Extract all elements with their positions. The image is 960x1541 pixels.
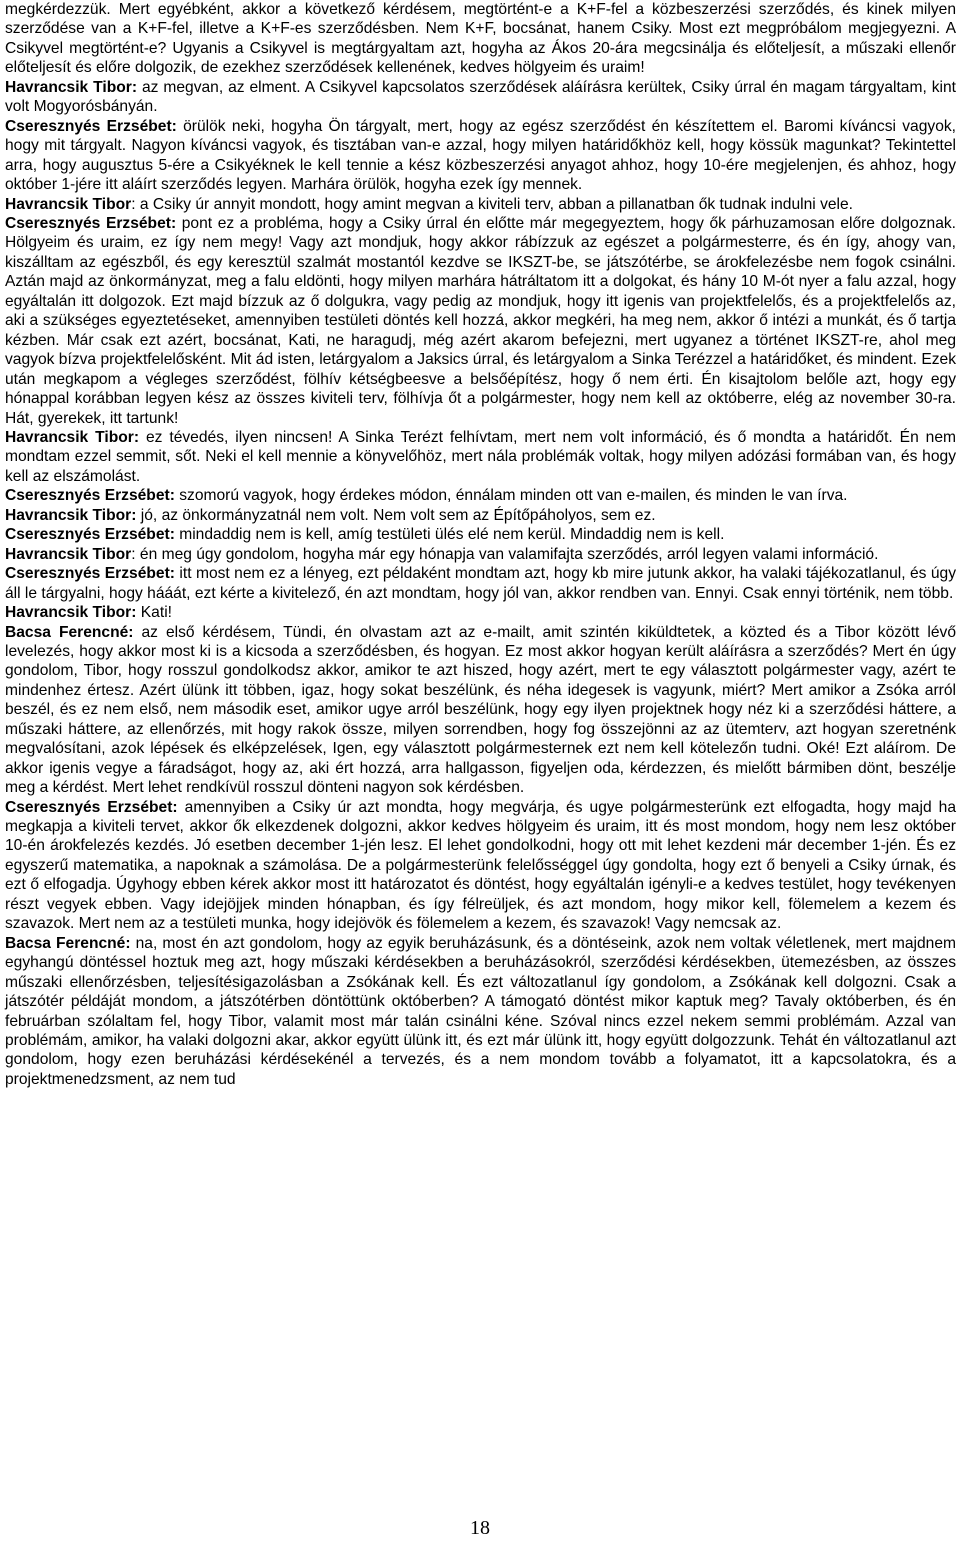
paragraph-text: Kati!	[136, 604, 172, 622]
paragraph-text: pont ez a probléma, hogy a Csiky úrral én előtte már megegyeztem, hogy ők párhuzamosan előre dolgoznak. Hölgyeim és uraim, ez így nem megy! Vagy azt mondjuk, hogy akkor rábízzuk az egészet a polgármesterre, és én így, ahogy van, kiszálltam az egészből, és egy keresztül szalmát mostantól kezdve se IKSZT-be, se játszótérbe, se árokfelezésbe nem fogok csinálni. Aztán majd az önkormányzat, meg a falu eldönti, hogy milyen marhára hátráltatom itt a dolgokat, és hány 10 M-ót nyer a falu azzal, hogy egyáltalán itt dolgozok. Ezt majd bízzuk az ő dolgukra, vagy pedig az mondjuk, hogy itt igenis van projektfelelős, és a projektfelelős az, aki a szükséges egyeztetéseket, amennyiben testületi döntés kell hozzá, akkor megkéri, ha meg nem, akkor ő intézi a munkát, és ő tartja kézben. Már csak ezt azért, bocsánat, Kati, ne haragudj, még azért akarom befejezni, mert ugyanez a történet IKSZT-re, ahol meg vagyok bízva projektfelelősként. Mit ád isten, letárgyalom a Jaksics úrral, és letárgyalom a Sinka Terézzel a határidőket, és mindent. Ezek után megkapom a végleges szerződést, fölhív kétségbeesve a belsőépítész, hogy ő nem érti. Én kisajtolom belőle azt, hogy egy hónappal korábban legyen kész az összes kiviteli terv, fölhívja őt a polgármester, hogy nem kell az októberre, elég az november 30-ra. Hát, gyerekek, itt tartunk!	[5, 214, 956, 427]
speaker-name: Havrancsik Tibor:	[5, 506, 137, 524]
page-number: 18	[470, 1517, 490, 1539]
document-page	[5, 0, 956, 1089]
paragraph-text: ez tévedés, ilyen nincsen! A Sinka Terézt felhívtam, mert nem volt információ, és ő mondta a határidőt. Én nem mondtam ezzel semmit, sőt. Neki el kell mennie a könyvelőhöz, mert nála problémák voltak, hogy milyen adózási formában van, és hogy kell az elszámolást.	[5, 428, 956, 485]
paragraph	[5, 603, 956, 622]
paragraph-text: mindaddig nem is kell, amíg testületi ülés elé nem kerül. Mindaddig nem is kell.	[174, 526, 725, 544]
paragraph	[5, 117, 956, 195]
speaker-name: Havrancsik Tibor:	[5, 604, 137, 622]
paragraph	[5, 798, 956, 934]
speaker-name: Havrancsik Tibor	[5, 195, 132, 213]
speaker-name: Havrancsik Tibor:	[5, 428, 140, 446]
paragraph-text: na, most én azt gondolom, hogy az egyik beruházásunk, és a döntéseink, azok nem voltak véletlenek, mert majdnem egyhangú döntéssel hoztuk meg azt, hogy műszaki kérdésekben a beruházásokról, szerződési kérdésekben, ütemezésben, az összes műszaki ellenőrzésben, teljesítésigazolásban a Zsókának kell. És ezt változatlanul így gondolom, a Zsókának kell dolgozni. Csak a játszótér példáját mondom, a játszótérben döntöttünk októberben? A támogató döntést mikor kaptuk meg? Tavaly októberben, és én februárban szólaltam fel, hogy Tibor, valamit most már talán csinálni kéne. Szóval nincs ezzel nekem semmi problémám. Azzal van problémám, amikor, ha valaki dolgozni akar, akkor együtt ülünk itt, és ezt már ülünk itt, hogy együtt dolgozzunk. Tehát én változatlanul azt gondolom, hogy ezen beruházási kérdésekénél a tervezés, és a nem mondom tovább a folyamatot, itt a kapcsolatokra, és a projektmenedzsment, az nem tud	[5, 934, 957, 1088]
paragraph-text: itt most nem ez a lényeg, ezt példaként mondtam azt, hogy kb mire jutunk akkor, ha valaki tájékozatlanul, és úgy áll le tárgyalni, hogy hááát, ezt kérte a kivitelező, én azt mondtam, hogy jól van, akkor rendben van. Ennyi. Csak ennyi történik, nem több.	[5, 565, 957, 602]
paragraph	[5, 486, 956, 505]
speaker-name: Bacsa Ferencné:	[5, 934, 131, 952]
speaker-name: Cseresznyés Erzsébet:	[5, 526, 175, 544]
speaker-name: Cseresznyés Erzsébet:	[5, 565, 175, 583]
speaker-name: Havrancsik Tibor	[5, 545, 132, 563]
paragraph-text: szomorú vagyok, hogy érdekes módon, énnálam minden ott van e-mailen, és minden le van írva.	[174, 487, 848, 505]
paragraph-text: amennyiben a Csiky úr azt mondta, hogy megvárja, és ugye polgármesterünk ezt elfogadta, hogy majd ha megkapja a kiviteli tervet, akkor ők elkezdenek dolgozni, akkor kedves hölgyeim és uraim, itt és most mondom, hogy nem lesz október 10-én árokfelezés kezdés. Jó esetben december 1-jén lesz. El lehet gondolkodni, hogy ott mit lehet kezdeni már december 1-jén. És ez egyszerű matematika, a napoknak a számolása. De a polgármesterünk felelősséggel úgy gondolta, hogy ezt ő benyeli a Csiky úrnak, és ezt ő elfogadja. Úgyhogy ebben kérek akkor most itt határozatot és döntést, hogy egyáltalán igényli-e a kedves testület, hogy tevékenyen részt vegyek ebben. Vagy idejöjjek minden hónapban, és így félreüljek, és azt mondom, hogy mikor kell, fölemelem a kezem és szavazok. Mert nem az a testületi munka, hogy idejövök és fölemelem a kezem, és szavazok! Vagy nemcsak az.	[5, 798, 957, 933]
paragraph-text: örülök neki, hogyha Ön tárgyalt, mert, hogy az egész szerződést én készítettem el. Baromi kíváncsi vagyok, hogy mit tárgyalt. Nagyon kíváncsi vagyok, és tisztában van-e azzal, hogy milyen határidőkhöz kell, hogy kössük magunkat? Tekintettel arra, hogy augusztus 5-ére a Csikyéknek le kell tennie a kész közbeszerzési anyagot ahhoz, hogy 10-ére megjelenjen, és ahhoz, hogy október 1-jére itt aláírt szerződés legyen. Marhára örülök, hogyha ezek így mennek.	[5, 117, 957, 194]
paragraph	[5, 0, 956, 78]
paragraph	[5, 214, 956, 428]
speaker-name: Havrancsik Tibor:	[5, 78, 138, 96]
paragraph	[5, 428, 956, 486]
paragraph-text: az első kérdésem, Tündi, én olvastam azt az e-mailt, amit szintén kiküldtetek, a közted és a Tibor között lévő levelezés, hogy akkor most ki is a kicsoda a szerződésben, és hogyan. Ez most akkor hogyan került aláírásra a szerződés? Mert én úgy gondolom, Tibor, hogy rosszul gondolkodsz akkor, amikor te azt hiszed, hogy azért, mert te egy választott polgármester vagy, azért te mindenhez értesz. Azért ülünk itt többen, igaz, hogy sokat beszélünk, és néha idegesek is vagyunk, miért? Mert amikor a Zsóka arról beszél, és ez nem első, nem második eset, amikor ugye arról beszélünk, hogy egy ilyen projektnek hogy néz ki a szerződési háttere, a műszaki háttere, az ellenőrzés, mit hogy rakok össze, milyen sorrendben, hogy fog összejönni az az ütemterv, azt hogyan szeretnénk megvalósítani, azok lépések és elképzelések, Igen, egy választott polgármesternek ezt nem kell kötelezőn tudni. Oké! Ezt aláírom. De akkor igenis vegye a fáradságot, hogy az, aki ért hozzá, arra hallgasson, figyeljen oda, kérdezzen, és mielőtt bármiben dönt, beszélje meg a kérdést. Mert lehet rendkívül rosszul dönteni nagyon sok kérdésben.	[5, 623, 956, 797]
speaker-name: Cseresznyés Erzsébet:	[5, 487, 175, 505]
paragraph	[5, 506, 956, 525]
paragraph	[5, 623, 956, 798]
paragraph	[5, 564, 956, 603]
paragraph-text: : a Csiky úr annyit mondott, hogy amint megvan a kiviteli terv, abban a pillanatban ők tudnak indulni vele.	[131, 195, 854, 213]
paragraph-text: megkérdezzük. Mert egyébként, akkor a következő kérdésem, megtörtént-e a K+F-fel a közbeszerzési szerződés, és kinek milyen szerződése van a K+F-fel, illetve a K+F-es szerződésben. Nem K+F, bocsánat, hanem Csiky. Most ezt megpróbálom megjegyezni. A Csikyvel megtörtént-e? Ugyanis a Csikyvel is megtárgyaltam azt, hogyha az Ákos 20-ára megcsinálja és előteljesít, a műszaki ellenőr előteljesít és előre dolgozik, de ezekhez szerződések kellenének, kedves hölgyeim és uraim!	[5, 1, 956, 77]
paragraph-text: jó, az önkormányzatnál nem volt. Nem volt sem az Építőpáholyos, sem ez.	[136, 506, 656, 524]
paragraph	[5, 525, 956, 544]
speaker-name: Cseresznyés Erzsébet:	[5, 798, 178, 816]
paragraph	[5, 78, 956, 117]
speaker-name: Cseresznyés Erzsébet:	[5, 117, 177, 135]
speaker-name: Cseresznyés Erzsébet:	[5, 214, 177, 232]
paragraph	[5, 545, 956, 564]
paragraph-text: az megvan, az elment. A Csikyvel kapcsolatos szerződések aláírásra kerültek, Csiky úrral én magam tárgyaltam, kint volt Mogyorósbányán.	[5, 78, 956, 116]
paragraph	[5, 934, 956, 1090]
paragraph	[5, 195, 956, 214]
paragraph-text: : én meg úgy gondolom, hogyha már egy hónapja van valamifajta szerződés, arról legyen valami információ.	[131, 545, 879, 563]
speaker-name: Bacsa Ferencné:	[5, 623, 134, 641]
